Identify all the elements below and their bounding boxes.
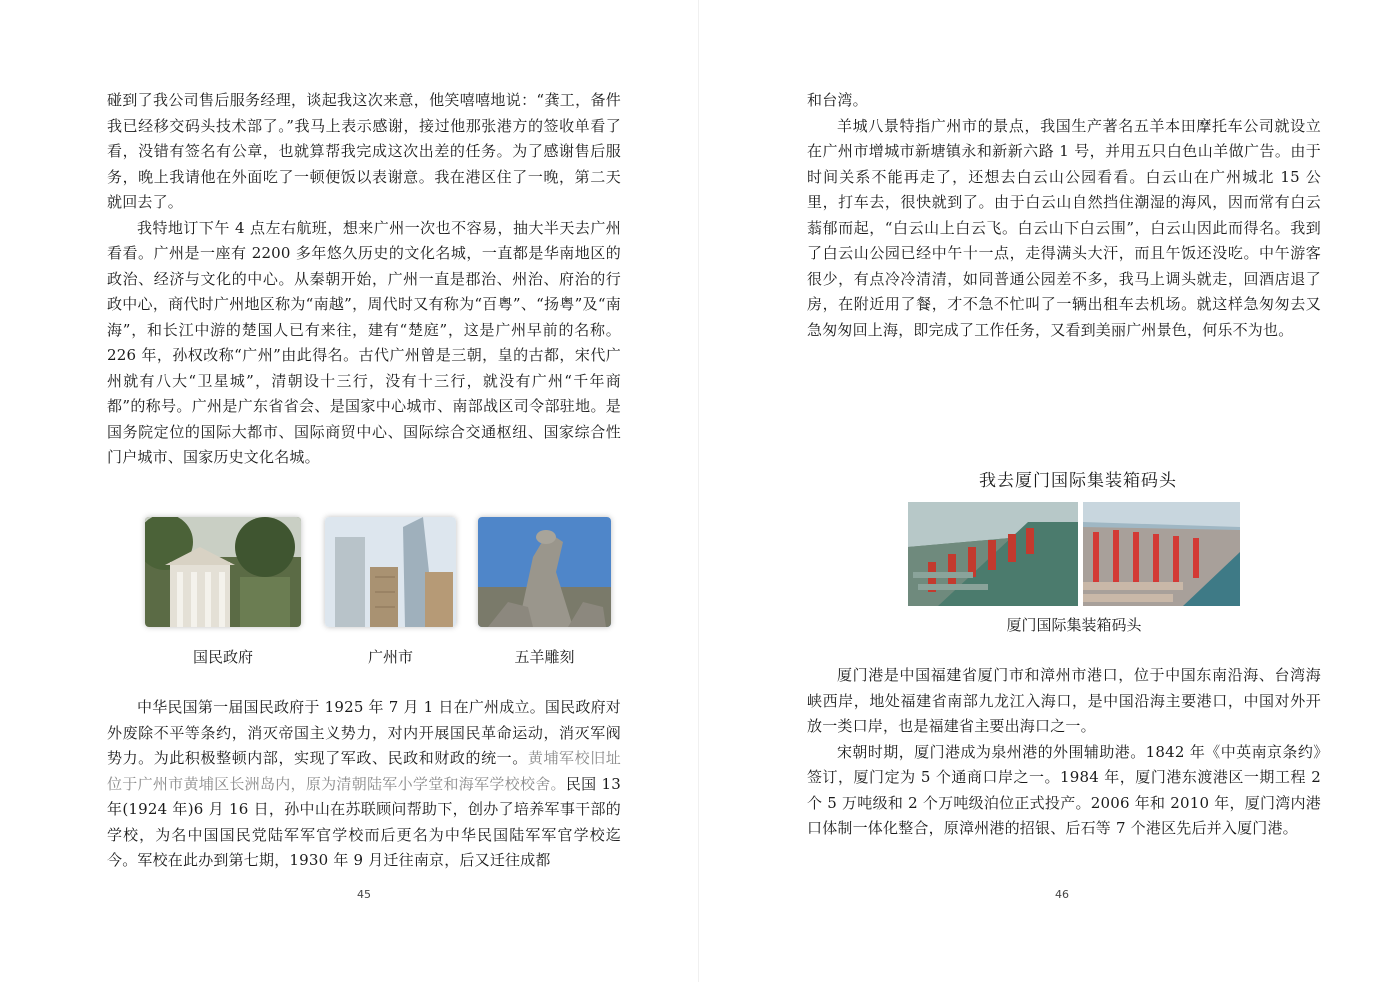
right-text-bottom [807,663,1321,842]
left-paragraph-3 [107,695,621,874]
xiamen-port-photo-1 [908,502,1078,606]
right-page [699,0,1398,982]
left-text-bottom [107,695,621,874]
right-text-top [807,88,1321,343]
five-rams-statue-photo [478,517,611,627]
image-caption-city: 广州市 [367,648,413,666]
right-paragraph-2: 羊城八景特指广州市的景点，我国生产著名五羊本田摩托车公司就设立在广州市增城市新塘镇永和新新六路 1 号，并用五只白色山羊做广告。由于时间关系不能再走了，还想去白云山公园看看。白云山在广州城北 15 公里，打车去，很快就到了。由于白云山自然挡住潮湿的海风，因而常有白云蓊郁而起，“白云山上白云飞。白云山下白云围”，白云山因此而得名。我到了白云山公园已经中午十一点，走得满头大汗，而且午饭还没吃。中午游客很少，有点冷冷清清，如同普通公园差不多，我马上调头就走，回酒店退了房，在附近用了餐，才不急不忙叫了一辆出租车去机场。就这样急匆匆去又急匆匆回上海，即完成了工作任务，又看到美丽广州景色，何乐不为也。 [807,116,1321,339]
city-skyline-photo [325,517,456,627]
left-paragraph-2: 我特地订下午 4 点左右航班，想来广州一次也不容易，抽大半天去广州看看。广州是一座有 2200 多年悠久历史的文化名城，一直都是华南地区的政治、经济与文化的中心。从秦朝开始，广州一直是郡治、州治、府治的行政中心，商代时广州地区称为“南越”，周代时又有称为“百粤”、“扬粤”及“南海”，和长江中游的楚国人已有来往，建有“楚庭”，这是广州早前的名称。226 年，孙权改称“广州”由此得名。古代广州曾是三朝，皇的古都，宋代广州就有八大“卫星城”，清朝设十三行，没有十三行，就没有广州“千年商都”的称号。广州是广东省省会、是国家中心城市、南部战区司令部驻地。是国务院定位的国际大都市、国际商贸中心、国际综合交通枢纽、国家综合性门户城市、国家历史文化名城。 [107,218,621,466]
container-terminal-icon [1083,502,1240,606]
xiamen-port-photo-2 [1083,502,1240,606]
right-paragraph-1: 和台湾。 [807,91,868,109]
five-rams-statue-icon [478,517,611,627]
right-paragraph-3: 厦门港是中国福建省厦门市和漳州市港口，位于中国东南沿海、台湾海峡西岸，地处福建省南部九龙江入海口，是中国沿海主要港口，中国对外开放一类口岸，也是福建省主要出海口之一。 [807,666,1321,735]
city-skyline-icon [325,517,456,627]
government-building-photo [145,517,301,627]
left-paragraph-1: 碰到了我公司售后服务经理，谈起我这次来意，他笑嘻嘻地说：“龚工，备件我已经移交码头技术部了。”我马上表示感谢，接过他那张港方的签收单看了看，没错有签名有公章，也就算帮我完成这次出差的任务。为了感谢售后服务，晚上我请他在外面吃了一顿便饭以表谢意。我在港区住了一晚，第二天就回去了。 [107,91,621,211]
page-number-left: 45 [357,888,371,901]
port-image-caption: 厦门国际集装箱码头 [1006,616,1142,634]
government-building-icon [145,517,301,627]
left-text-top [107,88,621,471]
image-caption-government: 国民政府 [192,648,253,666]
image-caption-statue: 五羊雕刻 [514,648,575,666]
container-port-icon [908,502,1078,606]
page-number-right: 46 [1055,888,1069,901]
left-paragraph-3-gray: 黄埔军校旧址位于广州市黄埔区长洲岛内，原为清朝陆军小学堂和海军学校校舍。 [107,749,621,793]
right-paragraph-4: 宋朝时期，厦门港成为泉州港的外围辅助港。1842 年《中英南京条约》签订，厦门定为 5 个通商口岸之一。1984 年，厦门港东渡港区一期工程 2 个 5 万吨级和 2 个万吨级泊位正式投产。2006 年和 2010 年，厦门湾内港口体制一体化整合，原漳州港的招银、后石等 7 个港区先后并入厦门港。 [807,742,1321,837]
left-paragraph-3a: 中华民国第一届国民政府于 1925 年 7 月 1 日在广州成立。国民政府对外废除不平等条约，消灭帝国主义势力，对内开展国民革命运动，消灭军阀势力。为此积极整顿内部，实现了军政、民政和财政的统一。 [107,698,621,767]
left-paragraph-3b: 民国 13 年(1924 年)6 月 16 日，孙中山在苏联顾问帮助下，创办了培养军事干部的学校，为名中国国民党陆军军官学校而后更名为中华民国陆军军官学校迄今。军校在此办到第七期，1930 年 9 月迁往南京，后又迁往成都 [107,774,621,869]
section-title: 我去厦门国际集装箱码头 [979,471,1177,491]
